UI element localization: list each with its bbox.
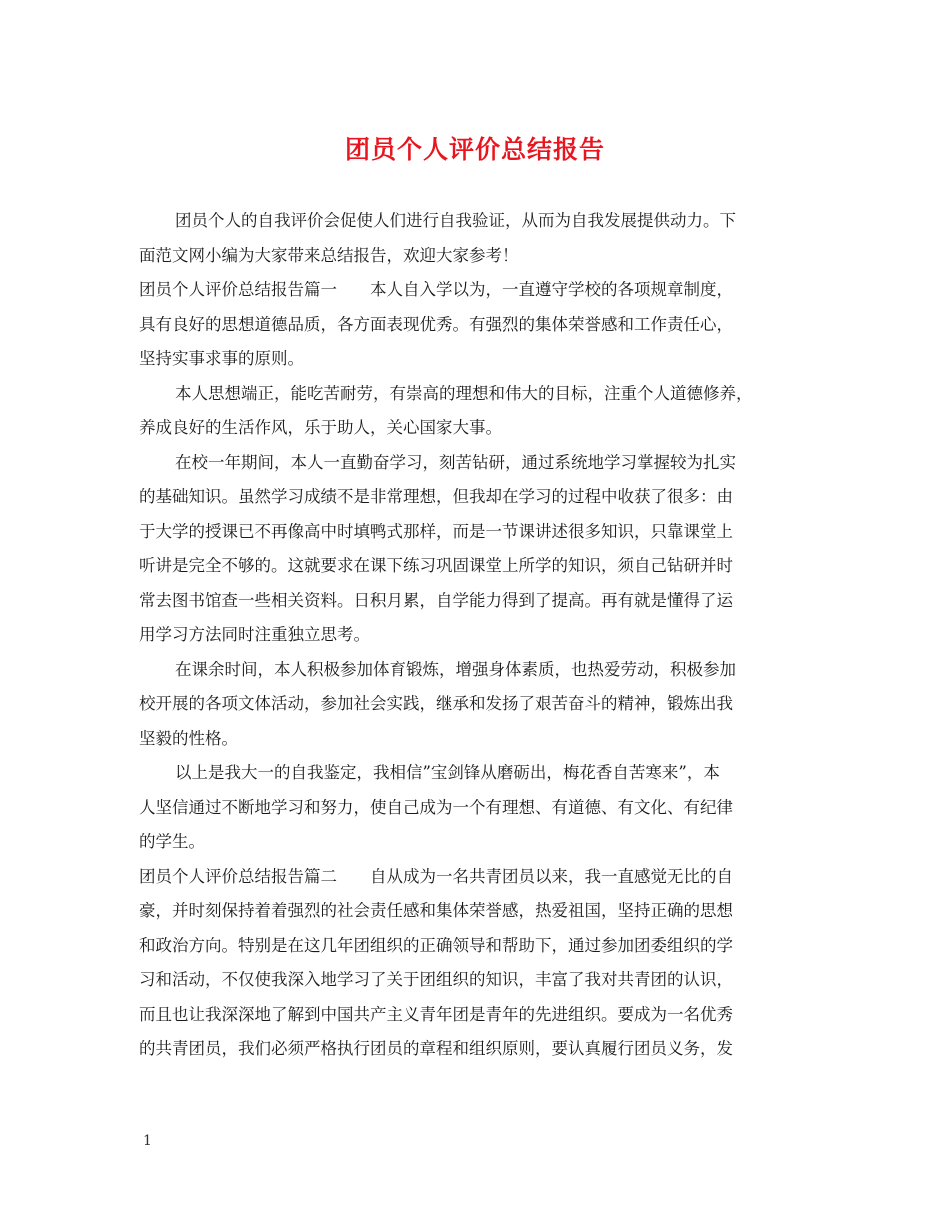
text-line: 和政治方向。特别是在这几年团组织的正确领导和帮助下，通过参加团委组织的学 — [139, 935, 733, 955]
document-body — [139, 204, 821, 1067]
text-line: 常去图书馆查一些相关资料。日积月累，自学能力得到了提高。再有就是懂得了运 — [139, 590, 733, 610]
document-title: 团员个人评价总结报告 — [344, 135, 605, 164]
text-line: 人坚信通过不断地学习和努力，使自己成为一个有理想、有道德、有文化、有纪律 — [139, 797, 733, 817]
text-line: 的共青团员，我们必须严格执行团员的章程和组织原则，要认真履行团员义务，发 — [139, 1039, 733, 1058]
text-line: 面范文网小编为大家带来总结报告，欢迎大家参考！ — [139, 245, 519, 265]
text-line: 豪，并时刻保持着着强烈的社会责任感和集体荣誉感，热爱祖国，坚持正确的思想 — [139, 901, 733, 920]
text-line: 以上是我大一的自我鉴定，我相信”宝剑锋从磨砺出，梅花香自苦寒来”，本 — [175, 763, 720, 782]
text-line: 在校一年期间，本人一直勤奋学习，刻苦钻研，通过系统地学习掌握较为扎实 — [175, 452, 736, 472]
page-number: 1 — [143, 1133, 152, 1149]
text-line: 养成良好的生活作风，乐于助人，关心国家大事。 — [139, 418, 502, 437]
text-line: 的基础知识。虽然学习成绩不是非常理想，但我却在学习的过程中收获了很多：由 — [139, 487, 733, 506]
text-line: 团员个人评价总结报告篇一 本人自入学以为，一直遵守学校的各项规章制度， — [139, 280, 733, 299]
text-line: 的学生。 — [139, 832, 205, 851]
text-line: 本人思想端正，能吃苦耐劳，有崇高的理想和伟大的目标，注重个人道德修养， — [175, 383, 753, 403]
text-line: 于大学的授课已不再像高中时填鸭式那样，而是一节课讲述很多知识，只靠课堂上 — [139, 521, 733, 541]
text-line: 而且也让我深深地了解到中国共产主义青年团是青年的先进组织。要成为一名优秀 — [139, 1004, 733, 1024]
text-line: 听讲是完全不够的。这就要求在课下练习巩固课堂上所学的知识，须自己钻研并时 — [139, 556, 733, 575]
text-line: 习和活动，不仅使我深入地学习了关于团组织的知识，丰富了我对共青团的认识， — [139, 970, 733, 989]
text-line: 具有良好的思想道德品质，各方面表现优秀。有强烈的集体荣誉感和工作责任心， — [139, 314, 733, 334]
text-line: 团员个人评价总结报告篇二 自从成为一名共青团员以来，我一直感觉无比的自 — [139, 866, 733, 886]
text-line: 坚毅的性格。 — [139, 728, 238, 748]
text-line: 用学习方法同时注重独立思考。 — [139, 625, 370, 644]
text-line: 团员个人的自我评价会促使人们进行自我验证，从而为自我发展提供动力。下 — [175, 211, 736, 230]
text-line: 坚持实事求事的原则。 — [139, 349, 304, 368]
text-line: 在课余时间，本人积极参加体育锻炼，增强身体素质，也热爱劳动，积极参加 — [175, 659, 736, 679]
text-line: 校开展的各项文体活动，参加社会实践，继承和发扬了艰苦奋斗的精神，锻炼出我 — [139, 694, 733, 713]
